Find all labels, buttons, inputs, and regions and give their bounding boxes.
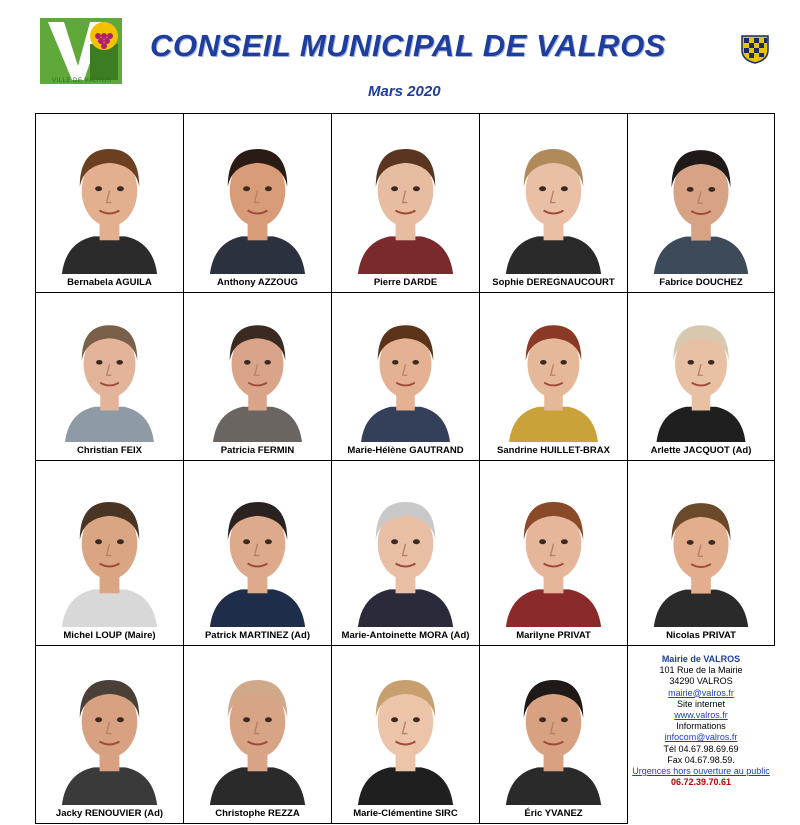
member-card: [480, 114, 628, 293]
member-name: Bernabela AGUILA: [67, 277, 152, 288]
member-photo: [198, 303, 317, 442]
member-card: [184, 114, 332, 293]
member-card: [332, 646, 480, 824]
member-name: Fabrice DOUCHEZ: [659, 277, 743, 288]
member-card: [184, 461, 332, 646]
contact-email-mairie[interactable]: mairie@valros.fr: [668, 687, 734, 698]
member-card: [184, 293, 332, 461]
member-photo: [50, 303, 169, 442]
contact-urgent-label: Urgences hors ouverture au public: [632, 766, 770, 777]
member-photo: [346, 303, 465, 442]
member-card: [628, 461, 775, 646]
member-card: [332, 293, 480, 461]
member-name: Pierre DARDE: [373, 277, 438, 288]
member-card: [480, 461, 628, 646]
contact-heading: Mairie de VALROS: [661, 654, 741, 664]
member-card: [36, 646, 184, 824]
valros-logo: [38, 14, 124, 86]
member-name: Anthony AZZOUG: [217, 277, 298, 288]
contact-website-link[interactable]: www.valros.fr: [674, 710, 728, 721]
member-photo: [198, 471, 317, 627]
member-card: [628, 293, 775, 461]
member-name: Christian FEIX: [77, 445, 142, 456]
subtitle-date: Mars 2020: [368, 83, 441, 100]
member-photo: [494, 124, 613, 274]
member-name: Michel LOUP (Maire): [63, 630, 156, 641]
member-name: Marie-Hélène GAUTRAND: [347, 445, 464, 456]
contact-info-label: Informations: [676, 721, 726, 732]
member-name: Patricia FERMIN: [220, 445, 295, 456]
member-photo: [198, 124, 317, 274]
member-card: [36, 461, 184, 646]
member-photo: [494, 656, 613, 805]
member-photo: [346, 124, 465, 274]
contact-info: [628, 654, 774, 788]
member-photo: [494, 471, 613, 627]
contact-fax: Fax 04.67.98.59.: [667, 754, 735, 765]
member-card: [480, 293, 628, 461]
member-card: [628, 114, 775, 293]
logo-caption: VILLE DE VALROS: [52, 78, 112, 84]
member-photo: [346, 656, 465, 805]
member-name: Christophe REZZA: [215, 808, 300, 819]
member-card: [184, 646, 332, 824]
member-name: Sandrine HUILLET-BRAX: [497, 445, 610, 456]
member-name: Jacky RENOUVIER (Ad): [55, 808, 164, 819]
member-name: Marie-Clémentine SIRC: [353, 808, 458, 819]
member-name: Nicolas PRIVAT: [666, 630, 736, 641]
coat-of-arms-icon: [740, 34, 770, 64]
member-name: Arlette JACQUOT (Ad): [650, 445, 752, 456]
member-photo: [346, 471, 465, 627]
contact-address-street: 101 Rue de la Mairie: [659, 665, 743, 676]
member-name: Sophie DEREGNAUCOURT: [492, 277, 615, 288]
member-card: [36, 114, 184, 293]
member-photo: [198, 656, 317, 805]
member-name: Éric YVANEZ: [524, 808, 583, 819]
member-photo: [642, 471, 760, 627]
member-photo: [50, 124, 169, 274]
member-card: [480, 646, 628, 824]
contact-address-city: 34290 VALROS: [669, 676, 733, 687]
member-photo: [50, 656, 169, 805]
member-photo: [494, 303, 613, 442]
member-card: [332, 114, 480, 293]
contact-phone: Tél 04.67.98.69.69: [663, 743, 739, 754]
member-card: [332, 461, 480, 646]
member-photo: [642, 124, 760, 274]
page-title: CONSEIL MUNICIPAL DE VALROS: [150, 28, 666, 63]
member-photo: [642, 303, 760, 442]
member-name: Marilyne PRIVAT: [516, 630, 591, 641]
contact-email-infocom[interactable]: infocom@valros.fr: [664, 732, 738, 743]
contact-urgent-phone: 06.72.39.70.61: [670, 777, 732, 788]
member-photo: [50, 471, 169, 627]
contact-site-label: Site internet: [676, 698, 726, 709]
member-name: Patrick MARTINEZ (Ad): [204, 630, 311, 641]
member-name: Marie-Antoinette MORA (Ad): [341, 630, 470, 641]
member-card: [36, 293, 184, 461]
